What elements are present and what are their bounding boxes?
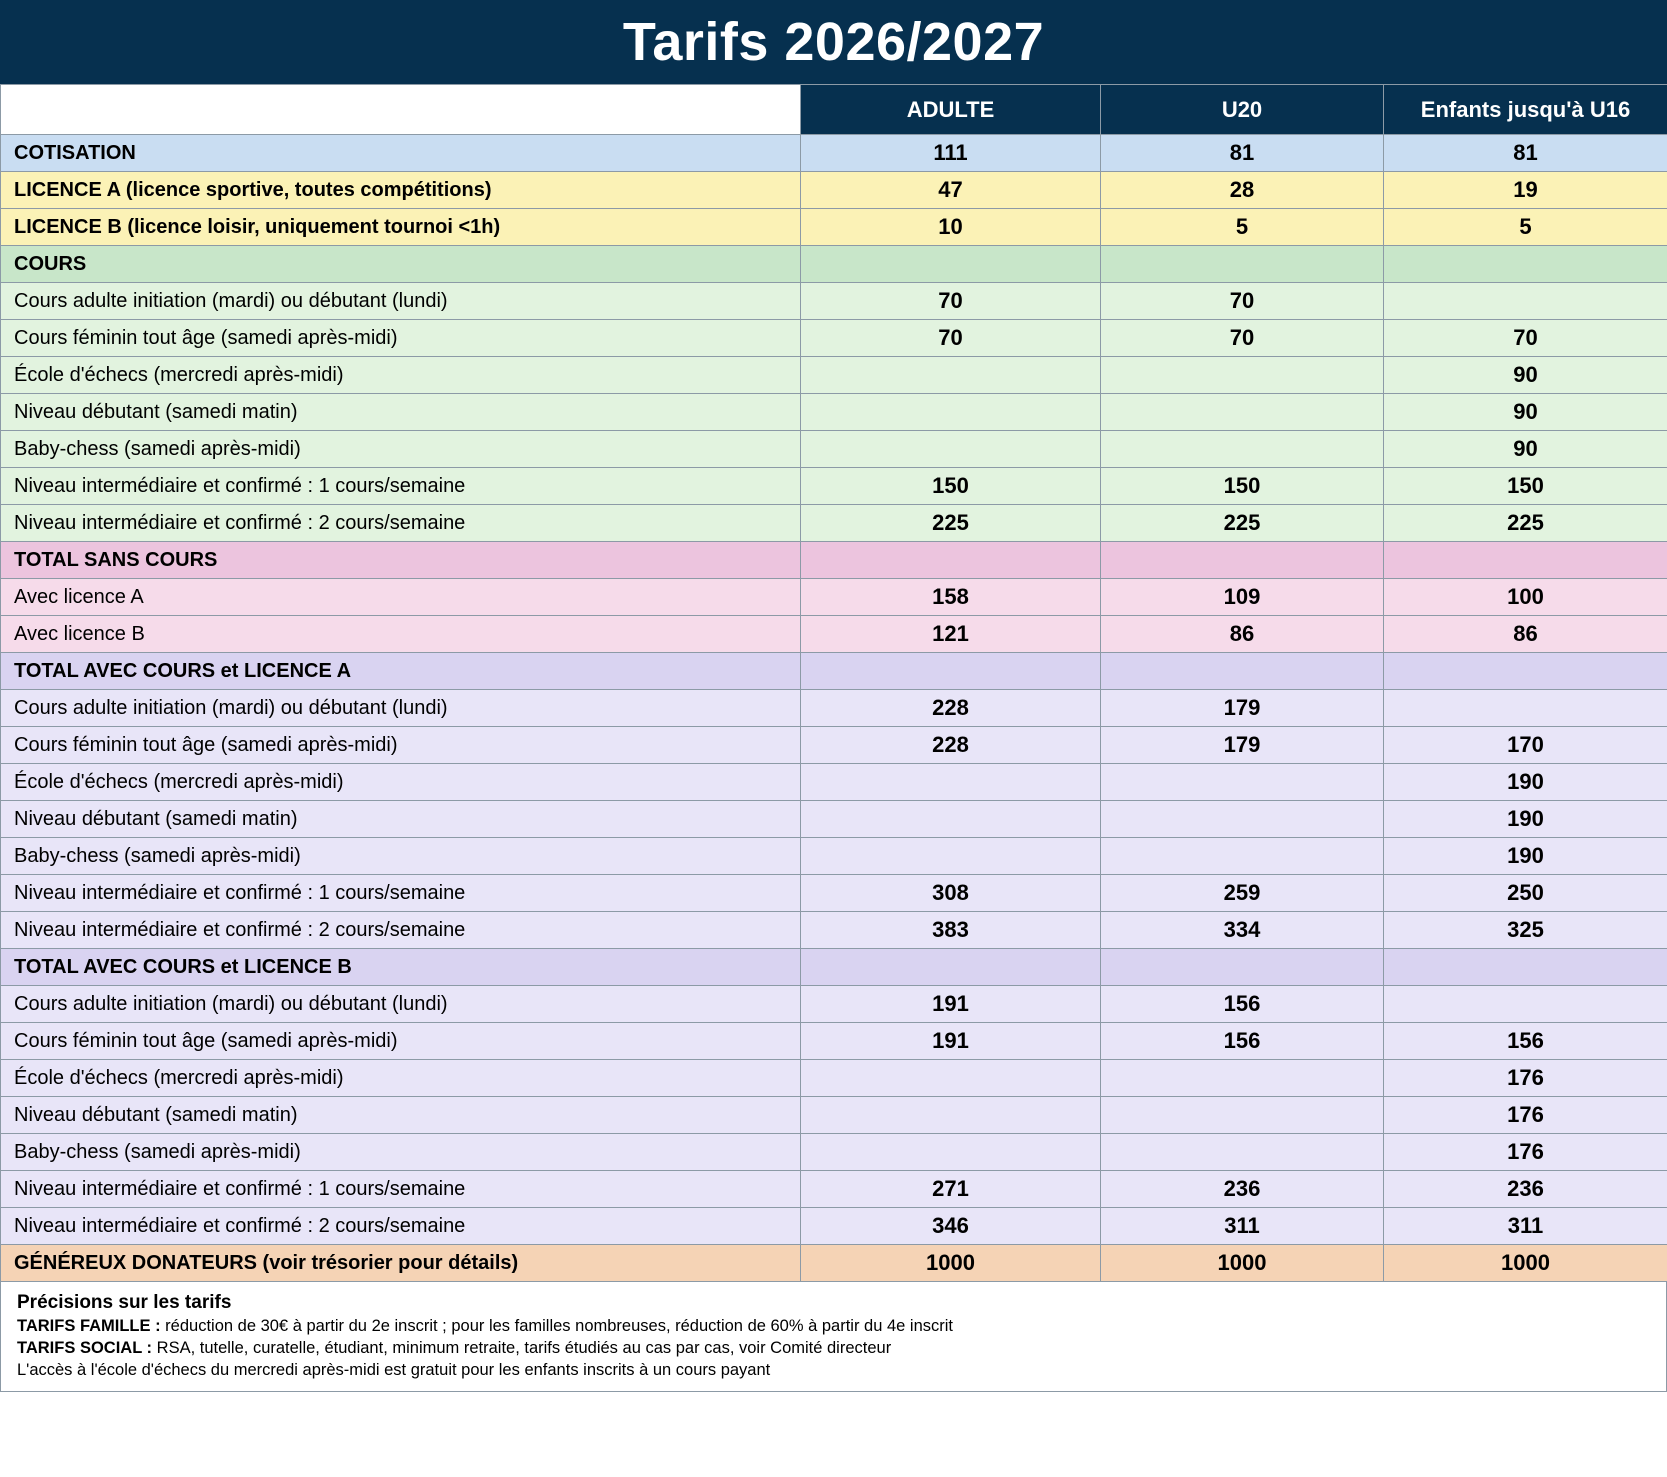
table-row: [1, 727, 1667, 764]
value-enfants: 90: [1384, 357, 1667, 394]
row-label: Cours adulte initiation (mardi) ou débutant (lundi): [1, 283, 801, 320]
note-social: [17, 1337, 1650, 1359]
value-enfants: [1384, 542, 1667, 579]
value-adulte: [801, 653, 1101, 690]
value-enfants: 176: [1384, 1097, 1667, 1134]
table-row: [1, 616, 1667, 653]
value-adulte: 158: [801, 579, 1101, 616]
table-row: [1, 431, 1667, 468]
value-u20: 5: [1101, 209, 1384, 246]
value-u20: 334: [1101, 912, 1384, 949]
table-row: [1, 283, 1667, 320]
value-enfants: 325: [1384, 912, 1667, 949]
value-enfants: [1384, 246, 1667, 283]
value-u20: 81: [1101, 135, 1384, 172]
tarifs-table: [0, 84, 1667, 1282]
value-adulte: [801, 542, 1101, 579]
value-adulte: 271: [801, 1171, 1101, 1208]
value-enfants: 70: [1384, 320, 1667, 357]
table-row: [1, 505, 1667, 542]
value-adulte: [801, 1060, 1101, 1097]
value-adulte: [801, 949, 1101, 986]
table-row: [1, 468, 1667, 505]
value-enfants: 1000: [1384, 1245, 1667, 1282]
note-ecole: L'accès à l'école d'échecs du mercredi après-midi est gratuit pour les enfants inscrits à un cours payant: [17, 1361, 771, 1379]
value-enfants: 100: [1384, 579, 1667, 616]
table-row: [1, 801, 1667, 838]
row-label: Cours féminin tout âge (samedi après-midi): [1, 320, 801, 357]
row-label: Avec licence B: [1, 616, 801, 653]
value-adulte: [801, 1134, 1101, 1171]
value-adulte: [801, 357, 1101, 394]
value-enfants: 176: [1384, 1060, 1667, 1097]
table-row: [1, 838, 1667, 875]
table-row: [1, 1208, 1667, 1245]
value-u20: [1101, 764, 1384, 801]
value-u20: [1101, 1097, 1384, 1134]
table-row: [1, 579, 1667, 616]
value-adulte: 150: [801, 468, 1101, 505]
value-adulte: 191: [801, 1023, 1101, 1060]
value-enfants: 86: [1384, 616, 1667, 653]
value-adulte: [801, 431, 1101, 468]
value-enfants: 250: [1384, 875, 1667, 912]
row-label: TOTAL AVEC COURS et LICENCE A: [1, 653, 801, 690]
row-label: Baby-chess (samedi après-midi): [1, 431, 801, 468]
value-u20: [1101, 949, 1384, 986]
table-row: [1, 653, 1667, 690]
row-label: COURS: [1, 246, 801, 283]
value-adulte: 111: [801, 135, 1101, 172]
header-adulte: ADULTE: [801, 85, 1101, 135]
row-label: Niveau intermédiaire et confirmé : 1 cours/semaine: [1, 875, 801, 912]
value-u20: 70: [1101, 283, 1384, 320]
table-row: [1, 764, 1667, 801]
value-enfants: 176: [1384, 1134, 1667, 1171]
row-label: LICENCE A (licence sportive, toutes compétitions): [1, 172, 801, 209]
row-label: École d'échecs (mercredi après-midi): [1, 764, 801, 801]
row-label: Cours féminin tout âge (samedi après-midi): [1, 727, 801, 764]
value-adulte: [801, 1097, 1101, 1134]
value-adulte: 70: [801, 320, 1101, 357]
value-enfants: [1384, 690, 1667, 727]
value-u20: 109: [1101, 579, 1384, 616]
value-u20: 28: [1101, 172, 1384, 209]
table-row: [1, 912, 1667, 949]
value-u20: 311: [1101, 1208, 1384, 1245]
value-adulte: 308: [801, 875, 1101, 912]
row-label: COTISATION: [1, 135, 801, 172]
table-row: [1, 320, 1667, 357]
table-row: [1, 1097, 1667, 1134]
value-adulte: 383: [801, 912, 1101, 949]
value-adulte: 47: [801, 172, 1101, 209]
table-row: [1, 1023, 1667, 1060]
value-u20: [1101, 394, 1384, 431]
value-enfants: [1384, 949, 1667, 986]
table-row: [1, 246, 1667, 283]
value-adulte: 1000: [801, 1245, 1101, 1282]
row-label: Avec licence A: [1, 579, 801, 616]
table-row: [1, 690, 1667, 727]
table-row: [1, 542, 1667, 579]
page-title: Tarifs 2026/2027: [0, 0, 1667, 84]
row-label: École d'échecs (mercredi après-midi): [1, 357, 801, 394]
value-adulte: 10: [801, 209, 1101, 246]
row-label: Niveau intermédiaire et confirmé : 2 cours/semaine: [1, 1208, 801, 1245]
value-u20: [1101, 542, 1384, 579]
row-label: Cours adulte initiation (mardi) ou débutant (lundi): [1, 690, 801, 727]
table-row: [1, 357, 1667, 394]
value-u20: 156: [1101, 986, 1384, 1023]
value-enfants: 90: [1384, 394, 1667, 431]
value-enfants: 190: [1384, 838, 1667, 875]
row-label: TOTAL SANS COURS: [1, 542, 801, 579]
value-u20: [1101, 357, 1384, 394]
table-row: [1, 1134, 1667, 1171]
value-u20: [1101, 653, 1384, 690]
value-enfants: 190: [1384, 801, 1667, 838]
header-enfants: Enfants jusqu'à U16: [1384, 85, 1667, 135]
value-adulte: 228: [801, 690, 1101, 727]
value-enfants: 225: [1384, 505, 1667, 542]
table-header-row: [1, 85, 1667, 135]
row-label: TOTAL AVEC COURS et LICENCE B: [1, 949, 801, 986]
row-label: GÉNÉREUX DONATEURS (voir trésorier pour détails): [1, 1245, 801, 1282]
table-row: [1, 135, 1667, 172]
notes-title: Précisions sur les tarifs: [17, 1292, 232, 1313]
table-row: [1, 1060, 1667, 1097]
value-u20: 86: [1101, 616, 1384, 653]
value-u20: 70: [1101, 320, 1384, 357]
table-row: [1, 1171, 1667, 1208]
value-adulte: [801, 246, 1101, 283]
row-label: Niveau intermédiaire et confirmé : 1 cours/semaine: [1, 468, 801, 505]
value-u20: 259: [1101, 875, 1384, 912]
row-label: Niveau débutant (samedi matin): [1, 801, 801, 838]
value-enfants: 190: [1384, 764, 1667, 801]
value-u20: 179: [1101, 690, 1384, 727]
value-adulte: [801, 764, 1101, 801]
value-enfants: 236: [1384, 1171, 1667, 1208]
value-adulte: [801, 801, 1101, 838]
row-label: Baby-chess (samedi après-midi): [1, 838, 801, 875]
table-row: [1, 394, 1667, 431]
note-social-label: TARIFS SOCIAL :: [17, 1339, 153, 1357]
row-label: Niveau intermédiaire et confirmé : 1 cours/semaine: [1, 1171, 801, 1208]
table-row: [1, 209, 1667, 246]
value-adulte: 70: [801, 283, 1101, 320]
value-enfants: [1384, 986, 1667, 1023]
value-enfants: [1384, 653, 1667, 690]
value-enfants: 5: [1384, 209, 1667, 246]
row-label: Cours adulte initiation (mardi) ou débutant (lundi): [1, 986, 801, 1023]
value-u20: 179: [1101, 727, 1384, 764]
table-row: [1, 1245, 1667, 1282]
value-enfants: 311: [1384, 1208, 1667, 1245]
value-u20: [1101, 431, 1384, 468]
value-adulte: 121: [801, 616, 1101, 653]
value-u20: [1101, 1134, 1384, 1171]
value-adulte: [801, 394, 1101, 431]
value-adulte: 225: [801, 505, 1101, 542]
table-row: [1, 875, 1667, 912]
row-label: Niveau débutant (samedi matin): [1, 1097, 801, 1134]
value-u20: [1101, 838, 1384, 875]
value-enfants: 150: [1384, 468, 1667, 505]
value-u20: 225: [1101, 505, 1384, 542]
header-blank-cell: [1, 85, 801, 135]
row-label: Niveau intermédiaire et confirmé : 2 cours/semaine: [1, 505, 801, 542]
header-u20: U20: [1101, 85, 1384, 135]
note-famille: [17, 1315, 1650, 1337]
notes-box: [0, 1282, 1667, 1392]
table-row: [1, 172, 1667, 209]
table-row: [1, 949, 1667, 986]
row-label: Niveau intermédiaire et confirmé : 2 cours/semaine: [1, 912, 801, 949]
value-adulte: [801, 838, 1101, 875]
row-label: Baby-chess (samedi après-midi): [1, 1134, 801, 1171]
note-famille-text: réduction de 30€ à partir du 2e inscrit ; pour les familles nombreuses, réduction de 60% à partir du 4e inscrit: [160, 1317, 954, 1335]
value-enfants: 81: [1384, 135, 1667, 172]
value-u20: [1101, 1060, 1384, 1097]
value-enfants: 170: [1384, 727, 1667, 764]
table-body: [1, 135, 1667, 1282]
value-enfants: 19: [1384, 172, 1667, 209]
value-adulte: 346: [801, 1208, 1101, 1245]
row-label: Niveau débutant (samedi matin): [1, 394, 801, 431]
value-enfants: 156: [1384, 1023, 1667, 1060]
value-u20: 236: [1101, 1171, 1384, 1208]
value-u20: [1101, 246, 1384, 283]
value-u20: [1101, 801, 1384, 838]
value-enfants: [1384, 283, 1667, 320]
note-social-text: RSA, tutelle, curatelle, étudiant, minimum retraite, tarifs étudiés au cas par cas, voir Comité directeur: [152, 1339, 892, 1357]
value-adulte: 228: [801, 727, 1101, 764]
value-u20: 1000: [1101, 1245, 1384, 1282]
value-adulte: 191: [801, 986, 1101, 1023]
value-u20: 150: [1101, 468, 1384, 505]
row-label: École d'échecs (mercredi après-midi): [1, 1060, 801, 1097]
row-label: LICENCE B (licence loisir, uniquement tournoi <1h): [1, 209, 801, 246]
table-row: [1, 986, 1667, 1023]
value-u20: 156: [1101, 1023, 1384, 1060]
note-famille-label: TARIFS FAMILLE :: [17, 1317, 161, 1335]
value-enfants: 90: [1384, 431, 1667, 468]
row-label: Cours féminin tout âge (samedi après-midi): [1, 1023, 801, 1060]
